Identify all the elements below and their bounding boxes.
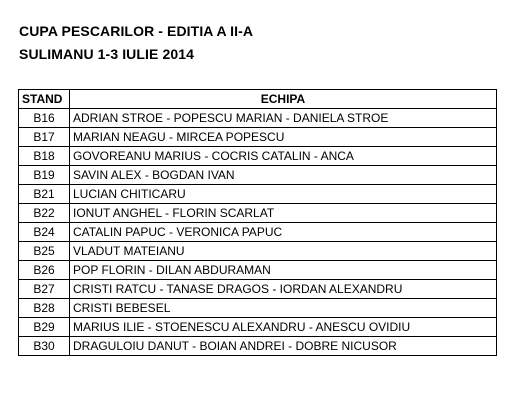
team-cell: MARIUS ILIE - STOENESCU ALEXANDRU - ANESCU OVIDIU [70,318,497,337]
page-subtitle: SULIMANU 1-3 IULIE 2014 [19,46,195,62]
stand-cell: B17 [19,128,70,147]
table-row [19,128,497,147]
stand-cell: B24 [19,223,70,242]
column-header-team: ECHIPA [70,90,497,109]
stand-cell: B26 [19,261,70,280]
team-cell: MARIAN NEAGU - MIRCEA POPESCU [70,128,497,147]
team-cell: CRISTI RATCU - TANASE DRAGOS - IORDAN ALEXANDRU [70,280,497,299]
stand-cell: B18 [19,147,70,166]
stand-cell: B19 [19,166,70,185]
team-cell: CATALIN PAPUC - VERONICA PAPUC [70,223,497,242]
table-row [19,147,497,166]
team-cell: SAVIN ALEX - BOGDAN IVAN [70,166,497,185]
team-cell: ADRIAN STROE - POPESCU MARIAN - DANIELA STROE [70,109,497,128]
team-cell: LUCIAN CHITICARU [70,185,497,204]
table-row [19,185,497,204]
table-body [19,109,497,356]
table-row [19,280,497,299]
team-cell: VLADUT MATEIANU [70,242,497,261]
table-row [19,109,497,128]
stand-cell: B22 [19,204,70,223]
table-row [19,318,497,337]
table-row [19,242,497,261]
stand-cell: B21 [19,185,70,204]
table-row [19,166,497,185]
table-row [19,204,497,223]
team-cell: POP FLORIN - DILAN ABDURAMAN [70,261,497,280]
stand-cell: B16 [19,109,70,128]
page-title: CUPA PESCARILOR - EDITIA A II-A [19,23,254,39]
teams-table [18,89,497,356]
table-row [19,223,497,242]
table-row [19,261,497,280]
column-header-stand: STAND [19,90,70,109]
team-cell: CRISTI BEBESEL [70,299,497,318]
table-header-row [19,90,497,109]
table-row [19,337,497,356]
stand-cell: B28 [19,299,70,318]
stand-cell: B30 [19,337,70,356]
table-row [19,299,497,318]
stand-cell: B27 [19,280,70,299]
stand-cell: B29 [19,318,70,337]
team-cell: IONUT ANGHEL - FLORIN SCARLAT [70,204,497,223]
team-cell: GOVOREANU MARIUS - COCRIS CATALIN - ANCA [70,147,497,166]
stand-cell: B25 [19,242,70,261]
team-cell: DRAGULOIU DANUT - BOIAN ANDREI - DOBRE NICUSOR [70,337,497,356]
